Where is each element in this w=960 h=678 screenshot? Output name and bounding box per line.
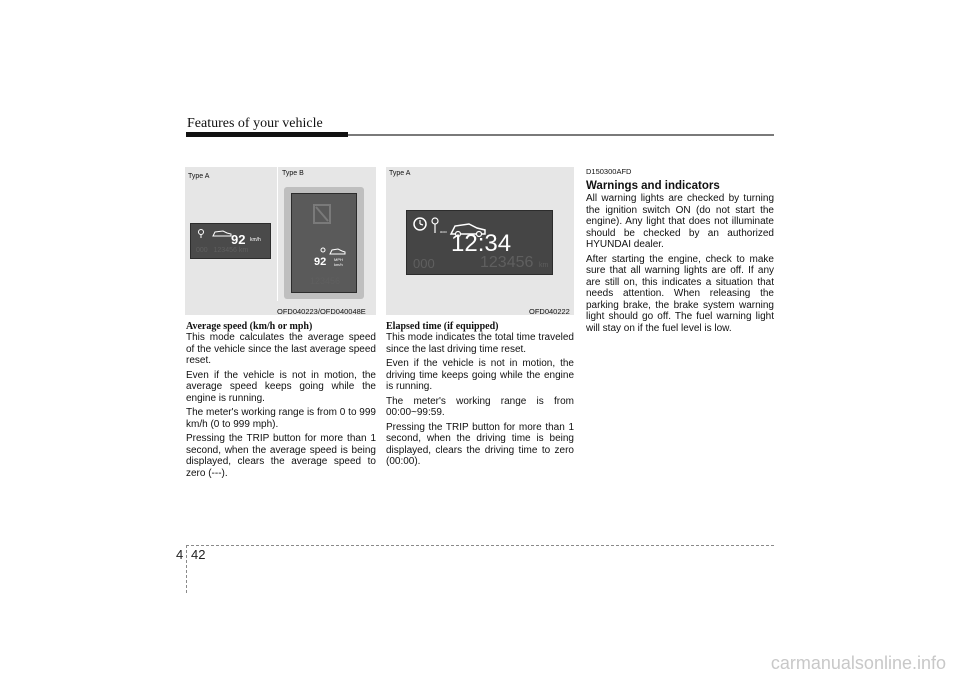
total-odometer: 123456	[480, 254, 534, 271]
paragraph: This mode calculates the average speed of the vehicle since the last average speed reset.	[186, 332, 376, 366]
running-header: Features of your vehicle	[187, 116, 323, 131]
type-a-unit: km/h	[250, 237, 261, 243]
type-a-odometer: 000 123456 km	[196, 247, 249, 254]
paragraph: After starting the engine, check to make sure that all warning lights are off. If any are still on, this indicates a situation that needs attention. When releasing the parking brake, the brake system warning light should go off. The fuel warning light will stay on if the fuel level is low.	[586, 253, 774, 334]
type-b-label: Type B	[282, 170, 304, 177]
type-b-unit: MPH km/h	[334, 257, 343, 267]
trip-car-icon-b	[320, 247, 346, 255]
column-average-speed	[186, 321, 376, 482]
figure-elapsed-time	[386, 167, 574, 315]
type-a-label-right: Type A	[389, 170, 411, 177]
svg-text:ooo: ooo	[440, 229, 447, 234]
figure-right-caption: OFD040222	[529, 307, 570, 316]
type-b-bezel	[284, 187, 364, 299]
paragraph: The meter's working range is from 00:00~99:59.	[386, 395, 574, 418]
footer-vertical-rule	[186, 545, 187, 593]
average-speed-body	[186, 332, 376, 479]
type-a-speed: 92	[231, 232, 246, 247]
chapter-number: 4	[176, 547, 184, 562]
warnings-heading: Warnings and indicators	[586, 180, 720, 192]
paragraph: The meter's working range is from 0 to 999 km/h (0 to 999 mph).	[186, 407, 376, 430]
column-elapsed-time	[386, 321, 574, 471]
paragraph: Pressing the TRIP button for more than 1 second, when the driving time is being displayed, clears the driving time to zero (00:00).	[386, 421, 574, 467]
trip-odometer: 000	[413, 256, 435, 271]
paragraph: This mode indicates the total time traveled since the last driving time reset.	[386, 332, 574, 355]
elapsed-time-heading: Elapsed time (if equipped)	[386, 321, 499, 332]
figure-left-caption: OFD040223/OFD040048E	[277, 307, 366, 316]
warnings-body	[586, 193, 774, 334]
elapsed-time-body	[386, 332, 574, 468]
paragraph: Even if the vehicle is not in motion, the average speed keeps going while the engine is running.	[186, 369, 376, 404]
type-a-display	[190, 223, 271, 259]
paragraph: Even if the vehicle is not in motion, the driving time keeps going while the engine is running.	[386, 358, 574, 392]
header-rule-accent	[186, 132, 348, 137]
gear-position-icon	[312, 204, 334, 224]
figure-average-speed	[185, 167, 376, 315]
type-b-odometer: 123456	[310, 276, 341, 286]
figure-divider	[277, 167, 278, 301]
elapsed-time-display	[406, 210, 553, 275]
watermark: carmanualsonline.info	[770, 653, 946, 673]
footer-rule	[186, 545, 774, 546]
type-b-display	[291, 193, 357, 293]
odometer-unit: km	[539, 262, 549, 269]
elapsed-time-value: 12:34	[451, 230, 512, 257]
section-code: D150300AFD	[586, 167, 632, 176]
type-a-label: Type A	[188, 173, 210, 180]
type-b-speed: 92	[314, 256, 327, 268]
column-warnings	[586, 167, 774, 337]
page-number: 42	[191, 547, 206, 562]
average-speed-heading: Average speed (km/h or mph)	[186, 321, 313, 332]
paragraph: Pressing the TRIP button for more than 1 second, when the average speed is being displayed, clears the average speed to zero (---).	[186, 433, 376, 479]
paragraph: All warning lights are checked by turning the ignition switch ON (do not start the engine). Any light that does not illuminate should be checked by an authorized HYUNDAI dealer.	[586, 193, 774, 250]
